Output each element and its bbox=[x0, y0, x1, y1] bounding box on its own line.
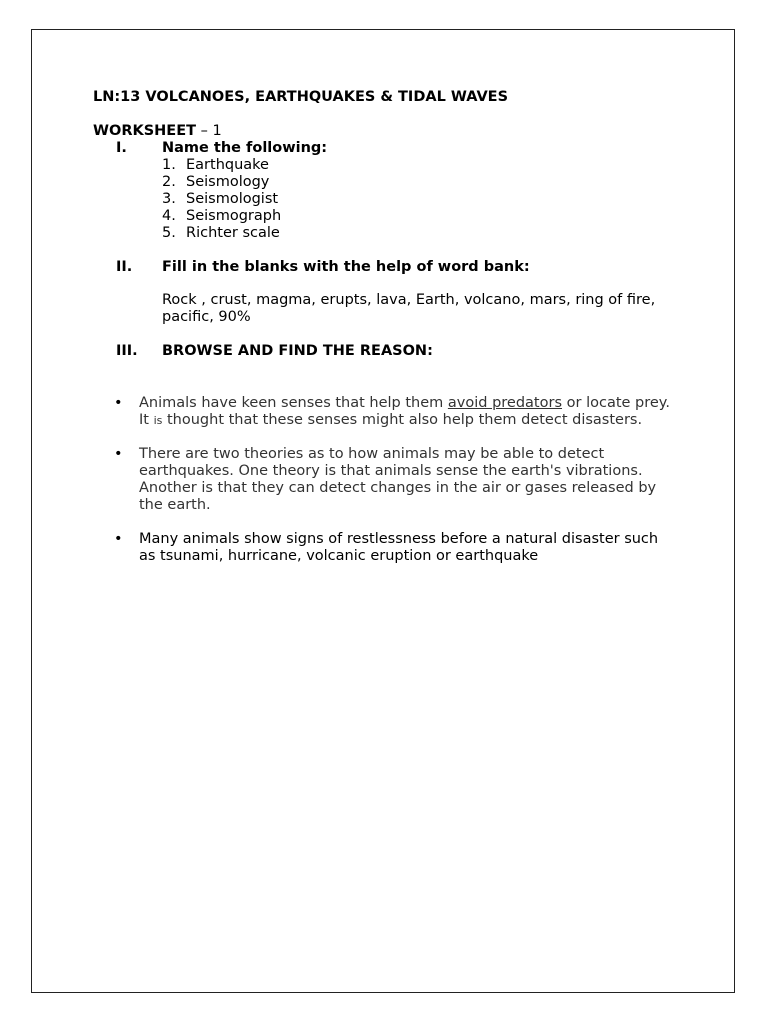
list-item: 5. Richter scale bbox=[162, 225, 280, 241]
list-item: • Animals have keen senses that help them avoid predators or locate prey. It is thought that these senses might also help them detect disasters. bbox=[114, 395, 670, 428]
section-1-heading: Name the following: bbox=[162, 140, 328, 156]
list-item: 2. Seismology bbox=[162, 174, 270, 190]
section-3-heading: BROWSE AND FIND THE REASON: bbox=[162, 343, 433, 359]
avoid-predators-link[interactable]: avoid predators bbox=[447, 395, 563, 411]
worksheet-number: – 1 bbox=[196, 123, 222, 139]
list-item: 4. Seismograph bbox=[162, 208, 282, 224]
bullet-icon: • bbox=[114, 531, 123, 547]
section-3-numeral: III. bbox=[116, 343, 138, 359]
list-item: • There are two theories as to how animals may be able to detect earthquakes. One theory is that animals sense the earth's vibrations. Another is that they can detect changes in the air or gases released by the earth. bbox=[114, 446, 657, 513]
bullet-icon: • bbox=[114, 446, 123, 462]
section-2-numeral: II. bbox=[116, 259, 133, 275]
list-item: 3. Seismologist bbox=[162, 191, 279, 207]
list-item: • Many animals show signs of restlessness before a natural disaster such as tsunami, hurricane, volcanic eruption or earthquake bbox=[114, 531, 659, 564]
reason-bullets bbox=[114, 395, 674, 582]
worksheet-heading bbox=[93, 123, 222, 140]
section-2-heading: Fill in the blanks with the help of word bank: bbox=[162, 259, 530, 275]
word-bank: Rock , crust, magma, erupts, lava, Earth, volcano, mars, ring of fire, pacific, 90% bbox=[162, 292, 656, 325]
lesson-title: LN:13 VOLCANOES, EARTHQUAKES & TIDAL WAVES bbox=[93, 89, 509, 105]
worksheet-label: WORKSHEET bbox=[93, 123, 197, 139]
list-item: 1. Earthquake bbox=[162, 157, 269, 173]
name-list bbox=[162, 157, 281, 242]
worksheet-page bbox=[31, 29, 735, 993]
section-1-numeral: I. bbox=[116, 140, 127, 156]
bullet-icon: • bbox=[114, 395, 123, 411]
